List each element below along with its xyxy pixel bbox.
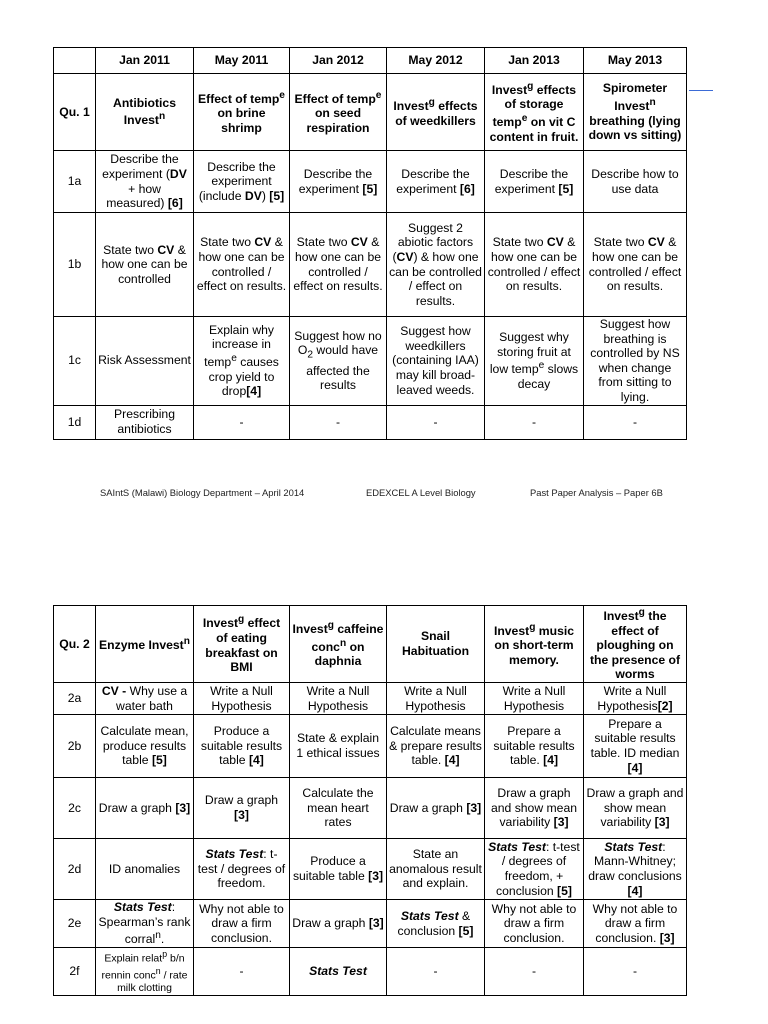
- table-cell: Stats Test: Mann-Whitney; draw conclusions [4]: [584, 839, 687, 900]
- table-cell: Prescribing antibiotics: [96, 405, 194, 439]
- topic-cell: Invest$^g$ caffeine conc$^n$ on daphnia: [290, 606, 387, 683]
- topic-cell: Effect of temp$^e$ on brine shrimp: [194, 74, 290, 151]
- table-cell: Suggest how weedkillers (containing IAA) may kill broad-leaved weeds.: [387, 317, 485, 406]
- row-label: 2d: [54, 839, 96, 900]
- topic-cell: Invest$^g$ music on short-term memory.: [485, 606, 584, 683]
- table-cell: Stats Test: t-test / degrees of freedom.: [194, 839, 290, 900]
- table-cell: State two CV & how one can be controlled: [96, 213, 194, 317]
- table-cell: Explain relat$^p$ b/n rennin conc$^n$ / rate milk clotting: [96, 948, 194, 996]
- qu1-table: [53, 47, 687, 440]
- table-cell: Suggest why storing fruit at low temp$^e$ slows decay: [485, 317, 584, 406]
- row-label: 2f: [54, 948, 96, 996]
- table-row: [54, 715, 687, 778]
- table-cell: ID anomalies: [96, 839, 194, 900]
- table-cell: Calculate the mean heart rates: [290, 778, 387, 839]
- table-cell: Draw a graph [3]: [290, 900, 387, 948]
- table-cell: Describe the experiment [6]: [387, 151, 485, 213]
- table-cell: State two CV & how one can be controlled / effect on results.: [194, 213, 290, 317]
- table-cell: -: [485, 405, 584, 439]
- topic-cell: Invest$^g$ effects of storage temp$^e$ on vit C content in fruit.: [485, 74, 584, 151]
- table-cell: -: [194, 948, 290, 996]
- table-cell: -: [584, 948, 687, 996]
- topic-row: [54, 606, 687, 683]
- table-cell: Describe the experiment [5]: [485, 151, 584, 213]
- table-cell: Write a Null Hypothesis: [194, 683, 290, 715]
- table-cell: Describe how to use data: [584, 151, 687, 213]
- table-cell: Write a Null Hypothesis: [485, 683, 584, 715]
- table-row: [54, 900, 687, 948]
- table-row: [54, 948, 687, 996]
- column-header: May 2012: [387, 48, 485, 74]
- topic-row: [54, 74, 687, 151]
- page-footer: [0, 487, 768, 501]
- topic-cell: Enzyme Invest$^n$: [96, 606, 194, 683]
- corner-cell: [54, 48, 96, 74]
- topic-cell: Antibiotics Invest$^n$: [96, 74, 194, 151]
- table-cell: Suggest how no $O_2$ would have affected the results: [290, 317, 387, 406]
- table-cell: Draw a graph [3]: [387, 778, 485, 839]
- table-cell: Stats Test: [290, 948, 387, 996]
- question-label: Qu. 2: [54, 606, 96, 683]
- table-cell: Why not able to draw a firm conclusion. [3]: [584, 900, 687, 948]
- topic-cell: Effect of temp$^e$ on seed respiration: [290, 74, 387, 151]
- table-cell: Calculate mean, produce results table [5]: [96, 715, 194, 778]
- row-label: 1d: [54, 405, 96, 439]
- margin-marker: [689, 90, 713, 91]
- column-header: May 2011: [194, 48, 290, 74]
- column-header: Jan 2012: [290, 48, 387, 74]
- table-row: [54, 683, 687, 715]
- row-label: 2a: [54, 683, 96, 715]
- table-cell: Stats Test & conclusion [5]: [387, 900, 485, 948]
- row-label: 2c: [54, 778, 96, 839]
- topic-cell: Invest$^g$ effect of eating breakfast on BMI: [194, 606, 290, 683]
- table-cell: State two CV & how one can be controlled / effect on results.: [290, 213, 387, 317]
- table-cell: -: [194, 405, 290, 439]
- table-cell: Describe the experiment [5]: [290, 151, 387, 213]
- table-cell: Write a Null Hypothesis: [387, 683, 485, 715]
- table-cell: Prepare a suitable results table. [4]: [485, 715, 584, 778]
- row-label: 1a: [54, 151, 96, 213]
- table-cell: Risk Assessment: [96, 317, 194, 406]
- table-cell: Describe the experiment (include DV) [5]: [194, 151, 290, 213]
- table-cell: CV - Why use a water bath: [96, 683, 194, 715]
- table-row: [54, 213, 687, 317]
- table-row: [54, 405, 687, 439]
- table-cell: Why not able to draw a firm conclusion.: [194, 900, 290, 948]
- table-cell: Suggest how breathing is controlled by NS when change from sitting to lying.: [584, 317, 687, 406]
- table-cell: -: [290, 405, 387, 439]
- table-cell: Write a Null Hypothesis[2]: [584, 683, 687, 715]
- column-header: Jan 2011: [96, 48, 194, 74]
- row-label: 1c: [54, 317, 96, 406]
- table-row: [54, 839, 687, 900]
- table-cell: -: [485, 948, 584, 996]
- column-header: May 2013: [584, 48, 687, 74]
- table-cell: -: [387, 948, 485, 996]
- table-cell: -: [387, 405, 485, 439]
- row-label: 1b: [54, 213, 96, 317]
- row-label: 2b: [54, 715, 96, 778]
- table-cell: Draw a graph [3]: [96, 778, 194, 839]
- table-row: [54, 778, 687, 839]
- topic-cell: Invest$^g$ the effect of ploughing on the presence of worms: [584, 606, 687, 683]
- footer-department: SAIntS (Malawi) Biology Department – April 2014: [100, 487, 305, 498]
- table-cell: Explain why increase in temp$^e$ causes crop yield to drop[4]: [194, 317, 290, 406]
- table-cell: Draw a graph and show mean variability [3]: [485, 778, 584, 839]
- table-cell: Suggest 2 abiotic factors (CV) & how one can be controlled / effect on results.: [387, 213, 485, 317]
- table-row: [54, 317, 687, 406]
- row-label: 2e: [54, 900, 96, 948]
- table-cell: Stats Test: t-test / degrees of freedom, + conclusion [5]: [485, 839, 584, 900]
- table-cell: State two CV & how one can be controlled / effect on results.: [584, 213, 687, 317]
- table-cell: State an anomalous result and explain.: [387, 839, 485, 900]
- topic-cell: Invest$^g$ effects of weedkillers: [387, 74, 485, 151]
- topic-cell: Spirometer Invest$^n$ breathing (lying down vs sitting): [584, 74, 687, 151]
- table-cell: Calculate means & prepare results table. [4]: [387, 715, 485, 778]
- table-cell: State two CV & how one can be controlled / effect on results.: [485, 213, 584, 317]
- table-row: [54, 151, 687, 213]
- table-cell: Why not able to draw a firm conclusion.: [485, 900, 584, 948]
- table-cell: State & explain 1 ethical issues: [290, 715, 387, 778]
- table-cell: Draw a graph and show mean variability [3]: [584, 778, 687, 839]
- table-cell: Write a Null Hypothesis: [290, 683, 387, 715]
- table-cell: Prepare a suitable results table. ID median [4]: [584, 715, 687, 778]
- footer-title: Past Paper Analysis – Paper 6B: [530, 487, 663, 498]
- question-label: Qu. 1: [54, 74, 96, 151]
- table-cell: Draw a graph [3]: [194, 778, 290, 839]
- table-cell: Produce a suitable table [3]: [290, 839, 387, 900]
- column-header: Jan 2013: [485, 48, 584, 74]
- table-cell: Produce a suitable results table [4]: [194, 715, 290, 778]
- table-cell: Stats Test: Spearman’s rank corral$^n$.: [96, 900, 194, 948]
- table-cell: Describe the experiment (DV + how measured) [6]: [96, 151, 194, 213]
- table-cell: -: [584, 405, 687, 439]
- topic-cell: Snail Habituation: [387, 606, 485, 683]
- footer-course: EDEXCEL A Level Biology: [366, 487, 476, 498]
- qu2-table: [53, 605, 687, 996]
- header-row: [54, 48, 687, 74]
